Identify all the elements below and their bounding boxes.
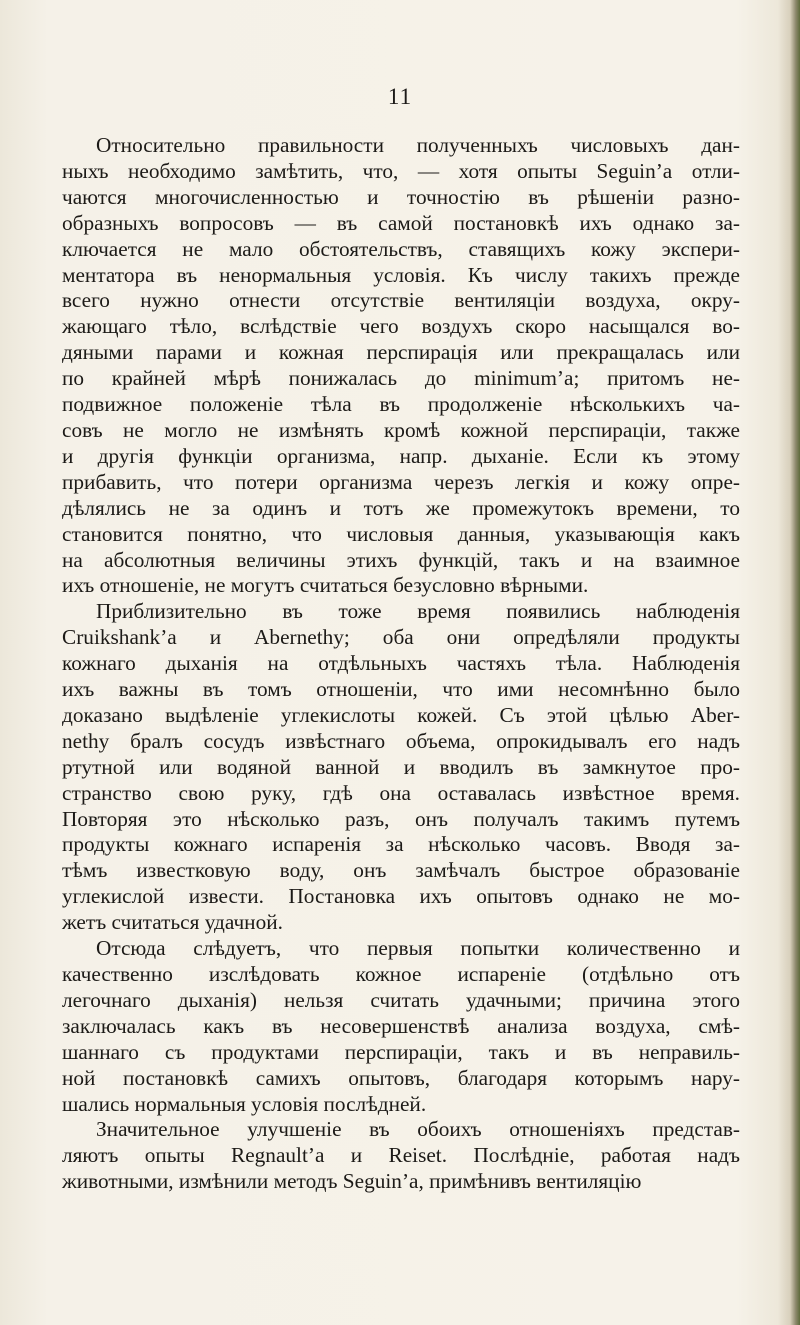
text-line: прибавить, что потери организма черезъ легкія и кожу опре- <box>62 469 740 494</box>
paragraph <box>62 599 740 936</box>
text-line: ихъ важны въ томъ отношеніи, что ими несомнѣнно было <box>62 677 740 702</box>
text-line: становится понятно, что числовыя данныя, указывающія какъ <box>62 521 740 546</box>
text-line: странство свою руку, гдѣ она оставалась извѣстное время. <box>62 780 740 805</box>
text-line: углекислой извести. Постановка ихъ опытовъ однако не мо- <box>62 884 740 909</box>
paragraph <box>62 936 740 1117</box>
text-line: Относительно правильности полученныхъ числовыхъ дан- <box>96 133 740 157</box>
text-line: ментатора въ ненормальныя условія. Къ числу такихъ прежде <box>62 262 740 287</box>
text-line: Значительное улучшеніе въ обоихъ отношеніяхъ представ- <box>96 1117 740 1142</box>
text-line: Повторяя это нѣсколько разъ, онъ получалъ такимъ путемъ <box>62 806 740 831</box>
text-line: жающаго тѣло, вслѣдствіе чего воздухъ скоро насыщался во- <box>62 314 740 339</box>
text-line: качественно изслѣдовать кожное испареніе (отдѣльно отъ <box>62 962 740 986</box>
text-line: ной постановкѣ самихъ опытовъ, благодаря которымъ нару- <box>62 1065 740 1090</box>
text-line: ихъ отношеніе, не могутъ считаться безусловно вѣрными. <box>62 573 589 598</box>
text-line: и другія функціи организма, напр. дыханіе. Если къ этому <box>62 443 740 468</box>
text-line: подвижное положеніе тѣла въ продолженіе нѣсколькихъ ча- <box>62 392 740 417</box>
text-line: заключалась какъ въ несовершенствѣ анализа воздуха, смѣ- <box>62 1013 740 1038</box>
text-line: шаннаго съ продуктами перспираціи, такъ и въ неправиль- <box>62 1039 740 1064</box>
text-line: ртутной или водяной ванной и вводилъ въ замкнутое про- <box>62 754 740 779</box>
text-line: по крайней мѣрѣ понижалась до minimum’a; притомъ не- <box>62 366 740 391</box>
text-line: доказано выдѣленіе углекислоты кожей. Съ этой цѣлью Aber- <box>62 702 740 727</box>
text-line: ключается не мало обстоятельствъ, ставящихъ кожу экспери- <box>62 236 740 261</box>
text-line: ляютъ опыты Regnault’a и Reiset. Послѣдніе, работая надъ <box>62 1143 740 1168</box>
text-line: животными, измѣнили методъ Seguin’a, примѣнивъ вентиляцію <box>62 1169 642 1194</box>
text-line: Приблизительно въ тоже время появились наблюденія <box>96 599 740 624</box>
text-line: дяными парами и кожная перспирація или прекращалась или <box>62 340 740 365</box>
text-line: Cruikshank’a и Abernethy; оба они опредѣляли продукты <box>62 625 740 650</box>
text-line: кожнаго дыханія на отдѣльныхъ частяхъ тѣла. Наблюденія <box>62 651 740 676</box>
page-number: 11 <box>387 84 413 109</box>
text-line: образныхъ вопросовъ — въ самой постановкѣ ихъ однако за- <box>62 210 740 235</box>
text-line: легочнаго дыханія) нельзя считать удачными; причина этого <box>62 987 740 1012</box>
page-edge-shadow <box>778 0 800 1325</box>
text-line: шались нормальныя условія послѣдней. <box>62 1091 427 1116</box>
text-line: совъ не могло не измѣнять кромѣ кожной перспираціи, также <box>62 417 740 442</box>
paragraph <box>62 1117 740 1195</box>
text-line: nethy бралъ сосудъ извѣстнаго объема, опрокидывалъ его надъ <box>62 728 740 753</box>
text-line: Отсюда слѣдуетъ, что первыя попытки количественно и <box>96 936 740 961</box>
text-line: жетъ считаться удачной. <box>62 910 283 935</box>
paragraph <box>62 133 740 599</box>
text-line: на абсолютныя величины этихъ функцій, такъ и на взаимное <box>62 547 740 572</box>
text-line: продукты кожнаго испаренія за нѣсколько часовъ. Вводя за- <box>62 832 740 857</box>
body-text <box>62 133 740 1195</box>
text-line: дѣлялись не за одинъ и тотъ же промежутокъ времени, то <box>62 495 740 520</box>
text-line: чаются многочисленностью и точностію въ рѣшеніи разно- <box>62 184 740 209</box>
text-line: ныхъ необходимо замѣтить, что, — хотя опыты Seguin’a отли- <box>62 158 740 183</box>
text-line: тѣмъ известковую воду, онъ замѣчалъ быстрое образованіе <box>62 858 740 883</box>
text-line: всего нужно отнести отсутствіе вентиляціи воздуха, окру- <box>62 288 740 313</box>
